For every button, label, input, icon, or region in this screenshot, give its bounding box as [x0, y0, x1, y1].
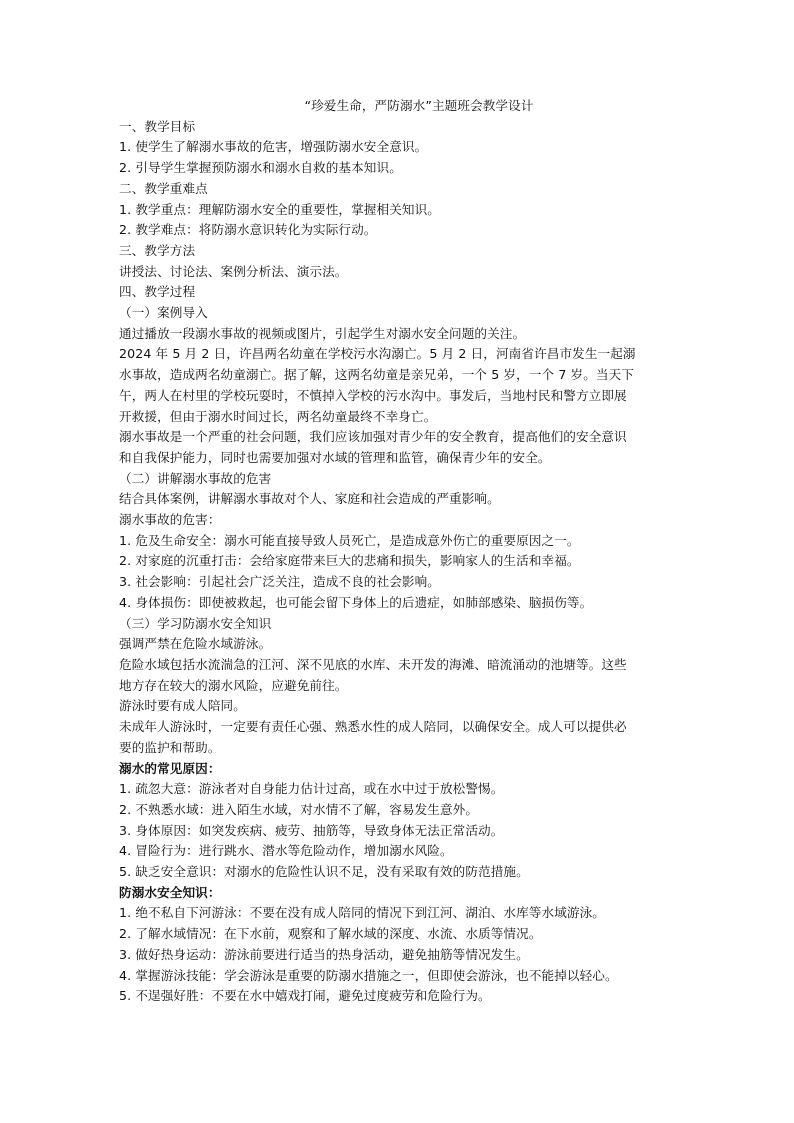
prevention-item: 1. 绝不私自下河游泳：不要在没有成人陪同的情况下到江河、湖泊、水库等水域游泳。	[119, 905, 605, 921]
paragraph-line: 2024 年 5 月 2 日，许昌两名幼童在学校污水沟溺亡。5 月 2 日，河南省许昌市发生一起溺	[119, 346, 636, 362]
paragraph-line: 未成年人游泳时，一定要有责任心强、熟悉水性的成人陪同，以确保安全。成人可以提供必	[119, 719, 627, 735]
section-heading-process: 四、教学过程	[119, 284, 196, 300]
paragraph-line: 溺水事故是一个严重的社会问题，我们应该加强对青少年的安全教育，提高他们的安全意识	[119, 429, 627, 445]
paragraph-line: 强调严禁在危险水域游泳。	[119, 636, 272, 652]
hazard-item: 1. 危及生命安全：溺水可能直接导致人员死亡，是造成意外伤亡的重要原因之一。	[119, 532, 580, 548]
methods-text: 讲授法、讨论法、案例分析法、演示法。	[119, 263, 348, 279]
subheading-safety-knowledge: （三）学习防溺水安全知识	[119, 615, 272, 631]
paragraph-line: 和自我保护能力，同时也需要加强对水域的管理和监管，确保青少年的安全。	[119, 449, 551, 465]
paragraph-line: 溺水事故的危害：	[119, 512, 221, 528]
document-body	[119, 96, 679, 1007]
bold-heading-prevention: 防溺水安全知识：	[119, 884, 221, 900]
cause-item: 3. 身体原因：如突发疾病、疲劳、抽筋等，导致身体无法正常活动。	[119, 822, 504, 838]
hazard-item: 4. 身体损伤：即使被救起，也可能会留下身体上的后遗症，如肺部感染、脑损伤等。	[119, 594, 593, 610]
hazard-item: 2. 对家庭的沉重打击：会给家庭带来巨大的悲痛和损失，影响家人的生活和幸福。	[119, 553, 580, 569]
objective-item: 1. 使学生了解溺水事故的危害，增强防溺水安全意识。	[119, 139, 428, 155]
subheading-hazards: （二）讲解溺水事故的危害	[119, 470, 272, 486]
paragraph-line: 结合具体案例，讲解溺水事故对个人、家庭和社会造成的严重影响。	[119, 491, 500, 507]
prevention-item: 3. 做好热身运动：游泳前要进行适当的热身活动，避免抽筋等情况发生。	[119, 946, 529, 962]
cause-item: 2. 不熟悉水域：进入陌生水域，对水情不了解，容易发生意外。	[119, 801, 479, 817]
paragraph-line: 要的监护和帮助。	[119, 739, 221, 755]
paragraph-line: 开救援，但由于溺水时间过长，两名幼童最终不幸身亡。	[119, 408, 437, 424]
cause-item: 5. 缺乏安全意识：对溺水的危险性认识不足，没有采取有效的防范措施。	[119, 864, 529, 880]
cause-item: 4. 冒险行为：进行跳水、潜水等危险动作，增加溺水风险。	[119, 843, 453, 859]
paragraph-line: 水事故，造成两名幼童溺亡。据了解，这两名幼童是亲兄弟，一个 5 岁，一个 7 岁。当天下	[119, 367, 634, 383]
prevention-item: 2. 了解水域情况：在下水前，观察和了解水域的深度、水流、水质等情况。	[119, 926, 542, 942]
paragraph-line: 通过播放一段溺水事故的视频或图片，引起学生对溺水安全问题的关注。	[119, 325, 526, 341]
prevention-item: 5. 不逞强好胜：不要在水中嬉戏打闹，避免过度疲劳和危险行为。	[119, 988, 491, 1004]
objective-item: 2. 引导学生掌握预防溺水和溺水自救的基本知识。	[119, 160, 402, 176]
paragraph-line: 地方存在较大的溺水风险，应避免前往。	[119, 677, 348, 693]
key-point-item: 2. 教学难点：将防溺水意识转化为实际行动。	[119, 222, 377, 238]
key-point-item: 1. 教学重点：理解防溺水安全的重要性，掌握相关知识。	[119, 201, 440, 217]
prevention-item: 4. 掌握游泳技能：学会游泳是重要的防溺水措施之一，但即使会游泳，也不能掉以轻心。	[119, 967, 618, 983]
paragraph-line: 危险水域包括水流湍急的江河、深不见底的水库、未开发的海滩、暗流涌动的池塘等。这些	[119, 656, 627, 672]
section-heading-objectives: 一、教学目标	[119, 118, 196, 134]
hazard-item: 3. 社会影响：引起社会广泛关注，造成不良的社会影响。	[119, 574, 440, 590]
bold-heading-causes: 溺水的常见原因：	[119, 760, 221, 776]
cause-item: 1. 疏忽大意：游泳者对自身能力估计过高，或在水中过于放松警惕。	[119, 781, 504, 797]
document-title: “珍爱生命，严防溺水”主题班会教学设计	[304, 98, 534, 113]
paragraph-line: 游泳时要有成人陪同。	[119, 698, 246, 714]
section-heading-key-points: 二、教学重难点	[119, 180, 208, 196]
section-heading-methods: 三、教学方法	[119, 242, 196, 258]
paragraph-line: 午，两人在村里的学校玩耍时，不慎掉入学校的污水沟中。事发后，当地村民和警方立即展	[119, 387, 627, 403]
subheading-case-intro: （一）案例导入	[119, 305, 208, 321]
